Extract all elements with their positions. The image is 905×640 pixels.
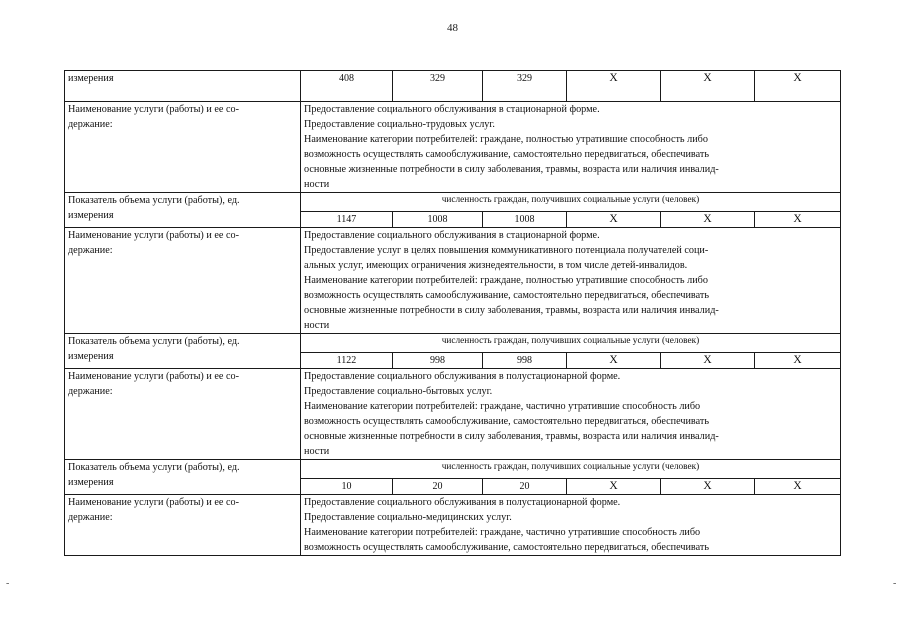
value-cell: 998 [483, 353, 567, 369]
value-cell: 20 [393, 479, 483, 495]
value-not-applicable: X [755, 353, 841, 369]
service-row [65, 495, 841, 556]
text-line: Предоставление социально-трудовых услуг. [304, 119, 495, 130]
service-label-line2: держание: [68, 245, 113, 256]
text-line: возможность осуществлять самообслуживание, самостоятельно передвигаться, обеспечивать [304, 290, 709, 301]
value-cell: 1147 [301, 212, 393, 228]
text-line: Предоставление услуг в целях повышения коммуникативного потенциала получателей соци- [304, 245, 709, 256]
service-description [301, 102, 841, 193]
service-label-line1: Наименование услуги (работы) и ее со- [68, 230, 239, 241]
text-line: Предоставление социального обслуживания в полустационарной форме. [304, 371, 621, 382]
value-not-applicable: X [755, 479, 841, 495]
text-line: Наименование категории потребителей: граждане, полностью утратившие способность либо [304, 134, 708, 145]
value-not-applicable: X [567, 71, 661, 102]
unit-text: численность граждан, получивших социальные услуги (человек) [301, 334, 841, 353]
value-cell: 329 [483, 71, 567, 102]
value-cell: 408 [301, 71, 393, 102]
text-line: Предоставление социально-бытовых услуг. [304, 386, 493, 397]
unit-text: численность граждан, получивших социальные услуги (человек) [301, 460, 841, 479]
value-not-applicable: X [661, 353, 755, 369]
text-line: Наименование категории потребителей: граждане, полностью утратившие способность либо [304, 275, 708, 286]
service-description [301, 228, 841, 334]
value-not-applicable: X [661, 479, 755, 495]
values-row [65, 71, 841, 102]
service-label [65, 228, 301, 334]
service-label-line1: Наименование услуги (работы) и ее со- [68, 104, 239, 115]
metric-label-line2: измерения [68, 477, 114, 488]
metric-label-text: измерения [68, 73, 114, 84]
metric-label-line1: Показатель объема услуги (работы), ед. [68, 336, 240, 347]
value-not-applicable: X [567, 212, 661, 228]
services-table [64, 70, 841, 556]
text-line: основные жизненные потребности в силу заболевания, травмы, возраста или наличия инвалид- [304, 164, 719, 175]
metric-label-line2: измерения [68, 210, 114, 221]
unit-row [65, 334, 841, 353]
text-line: основные жизненные потребности в силу заболевания, травмы, возраста или наличия инвалид- [304, 305, 719, 316]
value-not-applicable: X [755, 71, 841, 102]
text-line: Предоставление социально-медицинских услуг. [304, 512, 512, 523]
value-not-applicable: X [661, 71, 755, 102]
service-label-line2: держание: [68, 386, 113, 397]
service-description [301, 495, 841, 556]
text-line: ности [304, 179, 330, 190]
text-line: возможность осуществлять самообслуживание, самостоятельно передвигаться, обеспечивать [304, 149, 709, 160]
text-line: альных услуг, имеющих ограничения жизнедеятельности, в том числе детей-инвалидов. [304, 260, 688, 271]
text-line: Предоставление социального обслуживания в стационарной форме. [304, 230, 600, 241]
margin-mark: - [893, 578, 897, 589]
value-cell: 1008 [393, 212, 483, 228]
text-line: Наименование категории потребителей: граждане, частично утратившие способность либо [304, 527, 701, 538]
value-cell: 20 [483, 479, 567, 495]
value-cell: 998 [393, 353, 483, 369]
metric-label-tail [65, 71, 301, 102]
value-cell: 1122 [301, 353, 393, 369]
text-line: основные жизненные потребности в силу заболевания, травмы, возраста или наличия инвалид- [304, 431, 719, 442]
value-not-applicable: X [661, 212, 755, 228]
metric-label [65, 193, 301, 228]
service-label-line2: держание: [68, 119, 113, 130]
service-description [301, 369, 841, 460]
metric-label-line1: Показатель объема услуги (работы), ед. [68, 195, 240, 206]
text-line: возможность осуществлять самообслуживание, самостоятельно передвигаться, обеспечивать [304, 542, 709, 553]
text-line: возможность осуществлять самообслуживание, самостоятельно передвигаться, обеспечивать [304, 416, 709, 427]
metric-label [65, 460, 301, 495]
service-label [65, 102, 301, 193]
text-line: Наименование категории потребителей: граждане, частично утратившие способность либо [304, 401, 701, 412]
text-line: ности [304, 446, 330, 457]
service-label-line1: Наименование услуги (работы) и ее со- [68, 371, 239, 382]
metric-label-line2: измерения [68, 351, 114, 362]
value-cell: 1008 [483, 212, 567, 228]
service-label [65, 369, 301, 460]
page-number: 48 [447, 22, 458, 34]
service-label-line1: Наименование услуги (работы) и ее со- [68, 497, 239, 508]
metric-label [65, 334, 301, 369]
value-not-applicable: X [755, 212, 841, 228]
margin-mark: - [6, 578, 10, 589]
service-row [65, 369, 841, 460]
unit-text: численность граждан, получивших социальные услуги (человек) [301, 193, 841, 212]
text-line: Предоставление социального обслуживания в полустационарной форме. [304, 497, 621, 508]
unit-row [65, 193, 841, 212]
value-not-applicable: X [567, 353, 661, 369]
service-row [65, 228, 841, 334]
text-line: Предоставление социального обслуживания в стационарной форме. [304, 104, 600, 115]
value-not-applicable: X [567, 479, 661, 495]
service-label [65, 495, 301, 556]
metric-label-line1: Показатель объема услуги (работы), ед. [68, 462, 240, 473]
value-cell: 10 [301, 479, 393, 495]
value-cell: 329 [393, 71, 483, 102]
service-row [65, 102, 841, 193]
service-label-line2: держание: [68, 512, 113, 523]
text-line: ности [304, 320, 330, 331]
unit-row [65, 460, 841, 479]
